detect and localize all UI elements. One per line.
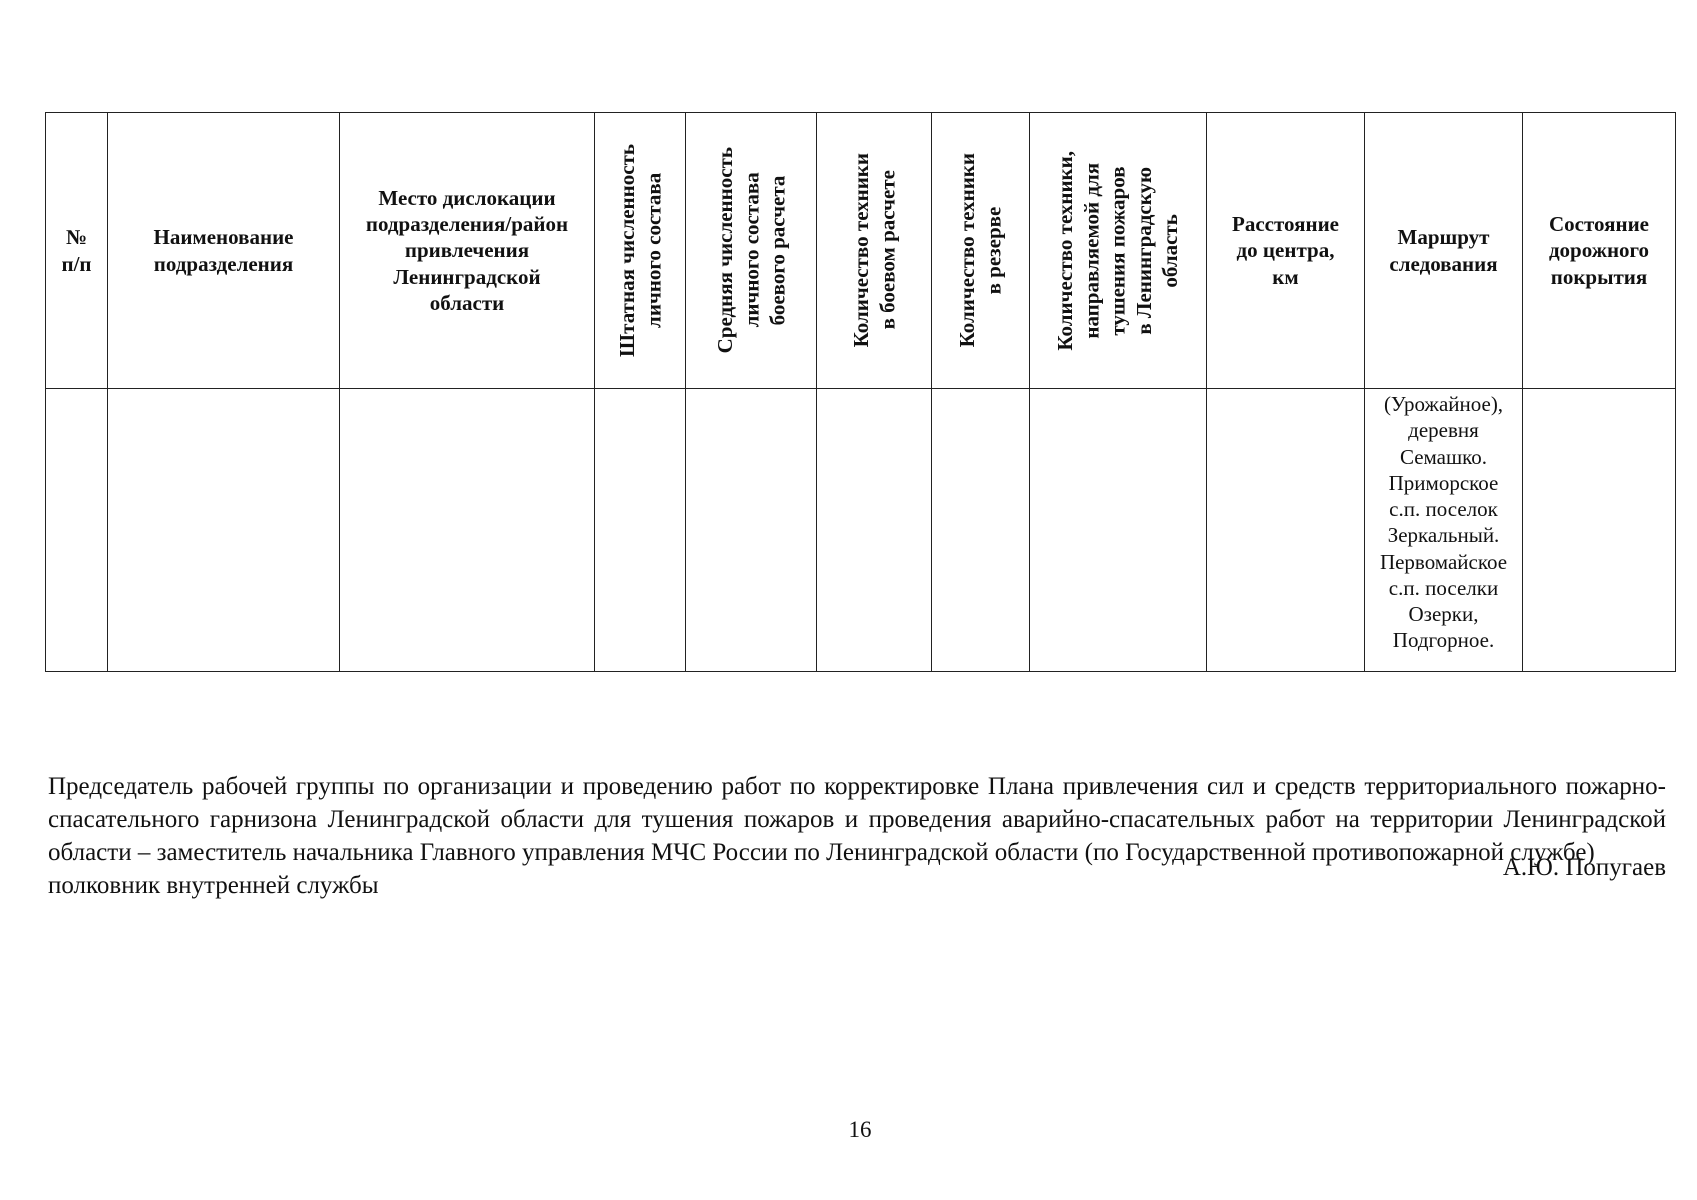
header-route: Маршрут следования bbox=[1365, 113, 1523, 389]
cell-equipment-combat bbox=[817, 389, 932, 672]
forces-table bbox=[45, 112, 1676, 672]
cell-location bbox=[340, 389, 595, 672]
header-distance: Расстояние до центра, км bbox=[1207, 113, 1365, 389]
page-number: 16 bbox=[848, 1117, 872, 1142]
cell-number bbox=[46, 389, 108, 672]
cell-equipment-sent bbox=[1030, 389, 1207, 672]
signature-position-text: Председатель рабочей группы по организации и проведению работ по корректировке Плана привлечения сил и средств территориального пожарно-спасательного гарнизона Ленинградской области для тушения пожаров и проведения аварийно-спасательных работ на территории Ленинградской области – заместитель начальника Главного управления МЧС России по Ленинградской области (по Государственной противопожарной службе) bbox=[48, 773, 1666, 866]
header-number: № п/п bbox=[46, 113, 108, 389]
header-road-condition: Состояние дорожного покрытия bbox=[1523, 113, 1676, 389]
cell-avg-staff bbox=[686, 389, 817, 672]
header-equipment-reserve: Количество техники в резерве bbox=[932, 113, 1030, 389]
cell-distance bbox=[1207, 389, 1365, 672]
header-staff: Штатная численность личного состава bbox=[595, 113, 686, 389]
header-equipment-combat: Количество техники в боевом расчете bbox=[817, 113, 932, 389]
signature-rank: полковник внутренней службы bbox=[48, 872, 379, 899]
header-avg-staff: Средняя численность личного состава боевого расчета bbox=[686, 113, 817, 389]
signature-block bbox=[48, 770, 1666, 902]
cell-route: (Урожайное), деревня Семашко. Приморское с.п. поселок Зеркальный. Первомайское с.п. поселки Озерки, Подгорное. bbox=[1365, 389, 1523, 672]
header-equipment-sent: Количество техники, направляемой для тушения пожаров в Ленинградскую область bbox=[1030, 113, 1207, 389]
signature-line bbox=[48, 854, 1666, 902]
cell-staff bbox=[595, 389, 686, 672]
table-header-row bbox=[46, 113, 1676, 389]
header-unit-name: Наименование подразделения bbox=[108, 113, 340, 389]
header-location: Место дислокации подразделения/район привлечения Ленинградской области bbox=[340, 113, 595, 389]
signature-name: А.Ю. Попугаев bbox=[1502, 854, 1666, 881]
cell-equipment-reserve bbox=[932, 389, 1030, 672]
cell-road-condition bbox=[1523, 389, 1676, 672]
table-row bbox=[46, 389, 1676, 672]
cell-unit-name bbox=[108, 389, 340, 672]
